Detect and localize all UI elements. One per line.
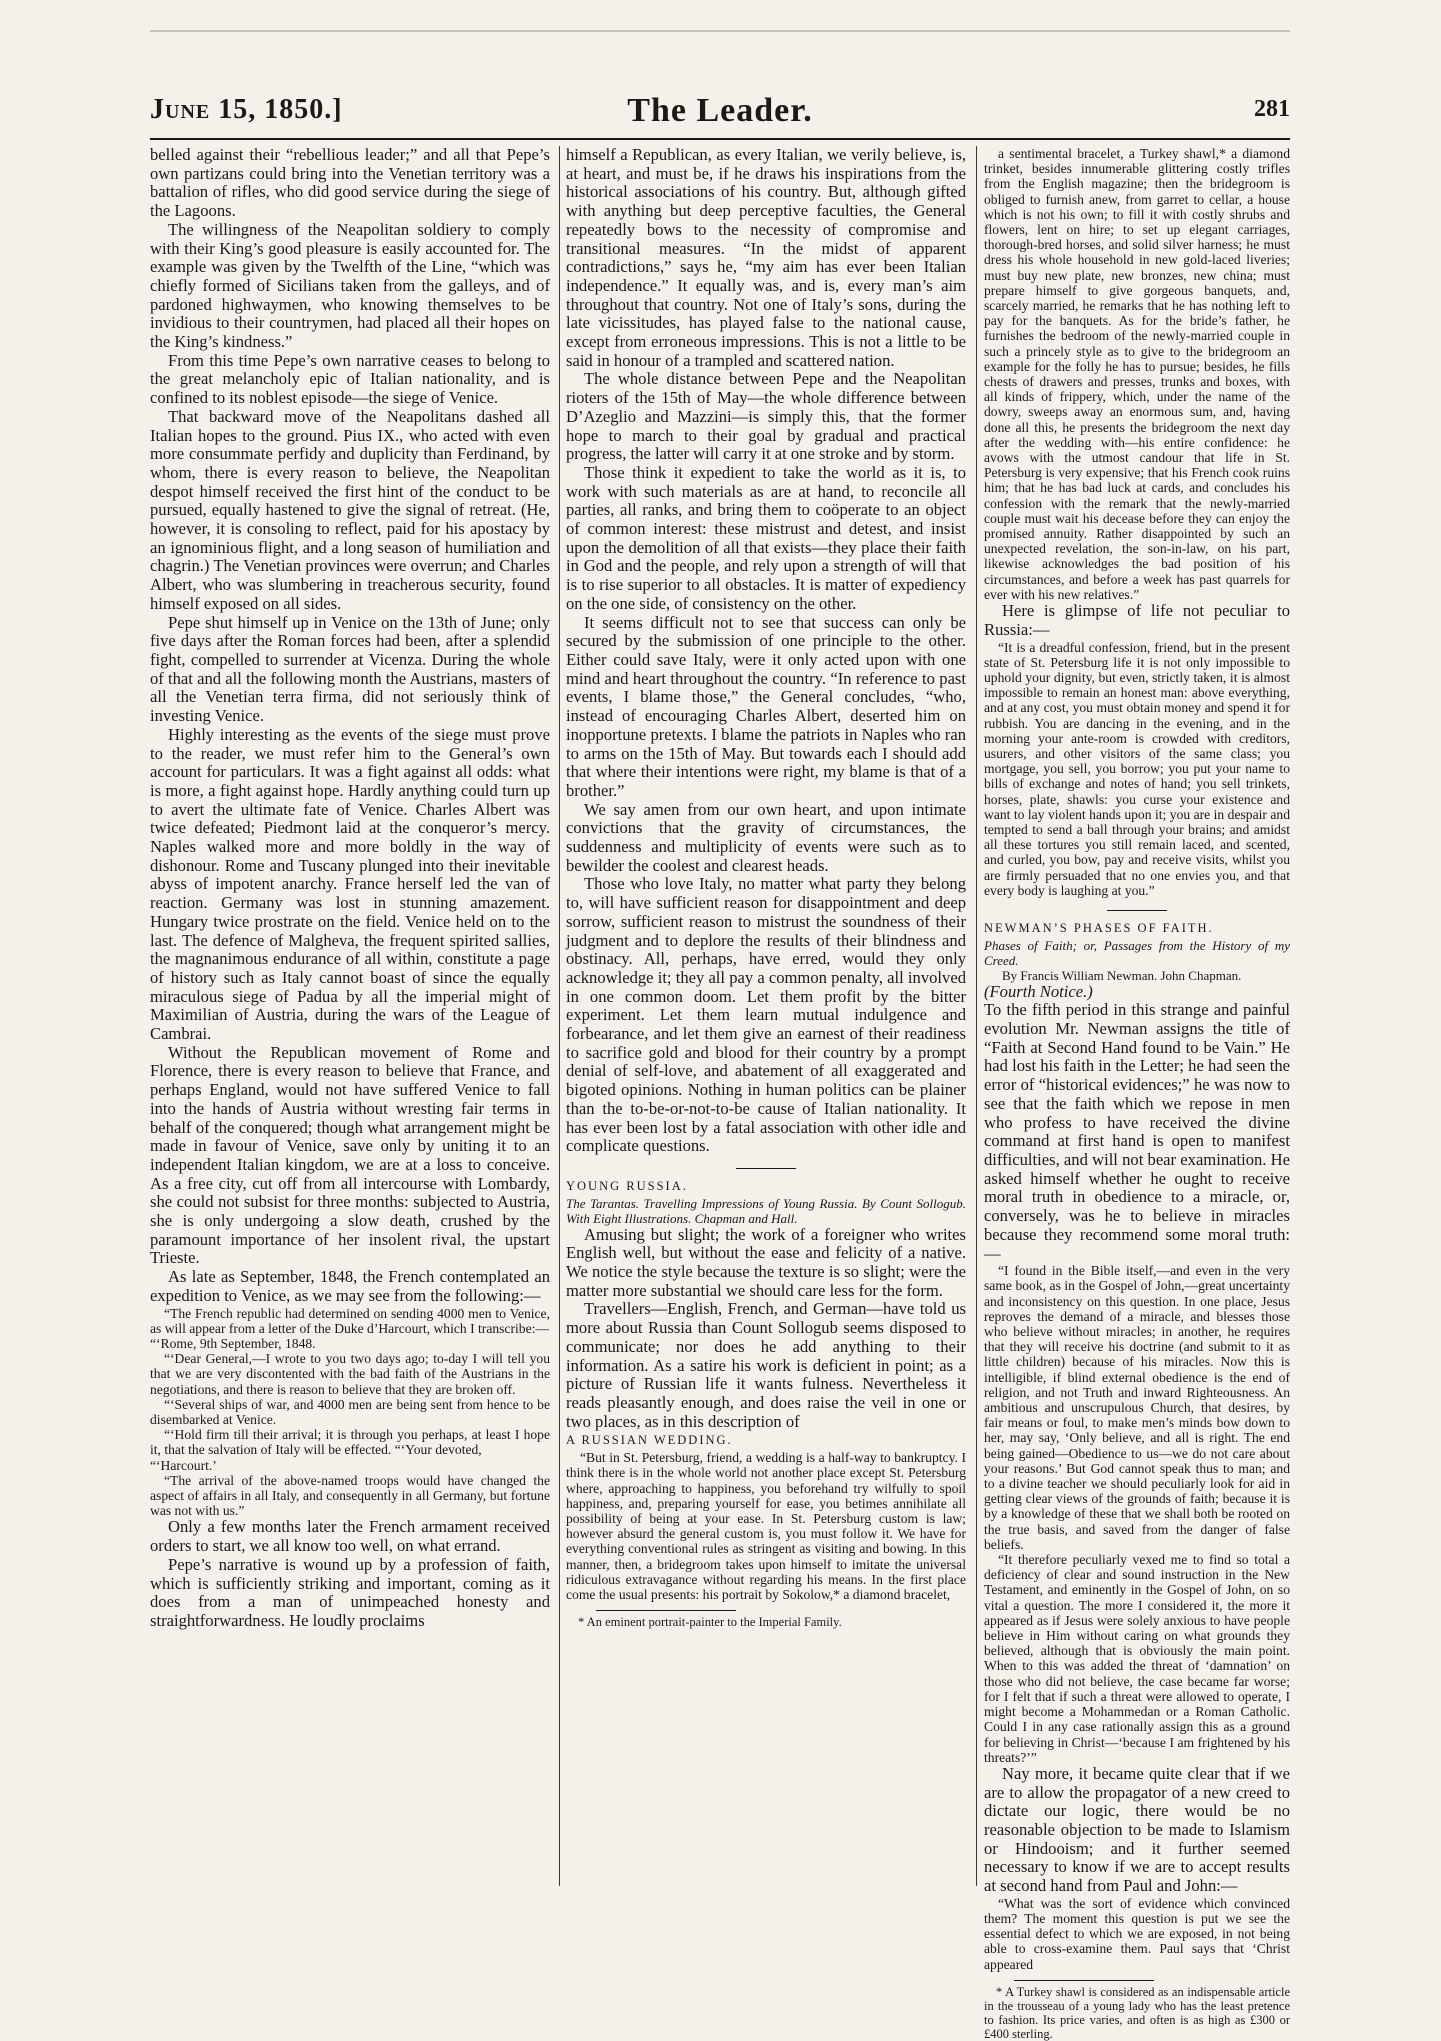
- quote-paragraph: “What was the sort of evidence which convinced them? The moment this question is put we see the essential defect to which we are exposed, in not being able to cross-examine them. Paul says that ‘Christ appeared: [984, 1895, 1290, 1972]
- quote-paragraph: “‘Dear General,—I wrote to you two days ago; to-day I will tell you that we are very discontented with the bad faith of the Austrians in the negotiations, and there is reason to believe that they are broken off.: [150, 1351, 550, 1397]
- paragraph: The willingness of the Neapolitan soldiery to comply with their King’s good pleasure is easily accounted for. The example was given by the Twelfth of the Line, “which was chiefly formed of Sicilians taken from the galleys, and of pardoned highwaymen, who knowing themselves to be invidious to their countrymen, had placed all their hopes on the King’s kindness.”: [150, 219, 550, 352]
- section-rule: [736, 1168, 796, 1169]
- book-citation: Phases of Faith; or, Passages from the History of my Creed.: [984, 937, 1290, 968]
- footnote-rule: [1014, 1980, 1154, 1981]
- column-2: [566, 146, 966, 1896]
- paragraph: It seems difficult not to see that success can only be secured by the submission of one principle to the other. Either could save Italy, were it only acted upon with one mind and heart throughout the country. “In reference to past events, I blame those,” the General concludes, “who, instead of encouraging Charles Albert, deserted him on inopportune pretexts. I blame the patriots in Naples who ran to arms on the 15th of May. But towards each I should add that where their intentions were right, my blame is that of a brother.”: [566, 612, 966, 800]
- paragraph: Those who love Italy, no matter what party they belong to, will have sufficient reason for disappointment and deep sorrow, sufficient reason to mistrust the soundness of their judgment and to deplore the results of their blindness and obstinacy. All, perhaps, have erred, would they only acknowledge it; they all pay a common penalty, all involved in one common doom. Let them profit by the bitter experiment. Let them learn mutual indulgence and forbearance, and let them give an earnest of their readiness to sacrifice gold and blood for their country by a prompt denial of self-love, and abatement of all exaggerated and bigoted opinions. Nothing in human politics can be plainer than the to-be-or-not-to-be cause of Italian nationality. It has ever been lost by a fatal association with other idle and complicate questions.: [566, 874, 966, 1156]
- paragraph: We say amen from our own heart, and upon intimate convictions that the gravity of circumstances, the suddenness and multiplicity of events were such as to bewilder the coolest and clearest heads.: [566, 799, 966, 875]
- column-divider: [559, 146, 560, 1886]
- quote-paragraph: “The arrival of the above-named troops would have changed the aspect of affairs in all Italy, and consequently in all Germany, but fortune was not with us.”: [150, 1472, 550, 1519]
- footnote-rule: [596, 1610, 736, 1611]
- paragraph: Pepe shut himself up in Venice on the 13th of June; only five days after the Roman forces had been, after a splendid fight, compelled to surrender at Vicenza. During the whole of that and all the following month the Austrians, masters of all the Venetian terra firma, did not seriously think of investing Venice.: [150, 612, 550, 726]
- quote-paragraph: “‘Hold firm till their arrival; it is through you perhaps, at least I hope it, that the salvation of Italy will be effected. “‘Your devoted,: [150, 1427, 550, 1458]
- paragraph: As late as September, 1848, the French contemplated an expedition to Venice, as we may see from the following:—: [150, 1267, 550, 1305]
- paragraph: Those think it expedient to take the world as it is, to work with such materials as are at hand, to reconcile all parties, all ranks, and bring them to coöperate to an object of common interest: these mistrust and detest, and insist upon the demolition of all that exists—they place their faith in God and the people, and rely upon a strength of will that is to rise superior to all obstacles. It is matter of expediency on the one side, of consistency on the other.: [566, 462, 966, 613]
- issue-date: June 15, 1850.]: [150, 94, 343, 125]
- quoted-letter: [150, 1306, 550, 1519]
- paragraph: Travellers—English, French, and German—have told us more about Russia than Count Sollogub seems disposed to communicate; nor does he add anything to their information. As a satire his work is deficient in point; as a picture of Russian life it wants fulness. Nevertheless it reads pleasantly enough, and does raise the veil in one or two places, as in this description of: [566, 1299, 966, 1431]
- section-rule: [1107, 910, 1167, 911]
- paragraph: To the fifth period in this strange and painful evolution Mr. Newman assigns the title of “Faith at Second Hand found to be Vain.” He had lost his faith in the Letter; he had seen the error of “historical evidences;” he was now to see that the faith which we repose in men who profess to have received the divine command at first hand is open to manifest difficulties, and will not bear examination. He asked himself whether he ought to receive moral truth in obedience to a miracle, or, conversely, was he to believe in miracles because they recommend some moral truth:—: [984, 1000, 1290, 1263]
- masthead-title: The Leader.: [627, 92, 813, 129]
- book-author-publisher: By Francis William Newman. John Chapman.: [1002, 967, 1242, 983]
- quote-paragraph: a sentimental bracelet, a Turkey shawl,* a diamond trinket, besides innumerable glittering costly trifles from the English magazine; then the bridegroom is obliged to furnish anew, from garret to cellar, a house which is not his own; to fill it with costly shrubs and flowers, lent on hire; to set up elegant carriages, thorough-bred horses, and solid silver harness; he must dress his whole household in new gold-laced liveries; must buy new plate, new bronzes, new china; must prepare himself to give gorgeous banquets, and, scarcely married, he remarks that he has nothing left to pay for the banquets. As for the bride’s father, he furnishes the bedroom of the newly-married couple in such a princely style as to give to the bridegroom an example for the folly he has to pursue; besides, he fills chests of drawers and presses, trunks and boxes, with all kinds of frippery, which, under the name of the dowry, sweeps away an enormous sum, and, having done all this, he presents the bridegroom the next day after the wedding with—his entire confidence: he avows with the utmost candour that life in St. Petersburg is very expensive; that his French cook ruins him; that he has bad luck at cards, and concludes his confession with the remark that the newly-married couple must wait his decease before they can enjoy the promised annuity. Rather disappointed by such an unexpected revelation, the son-in-law, on his part, likewise acknowledges the bad position of his circumstances, and before a week has past quarrels for ever with his new relatives.”: [984, 146, 1290, 602]
- paragraph: Pepe’s narrative is wound up by a profession of faith, which is sufficiently striking and important, coming as it does from a man of unimpeached honesty and straightforwardness. He loudly proclaims: [150, 1554, 550, 1630]
- paragraph: The whole distance between Pepe and the Neapolitan rioters of the 15th of May—the whole difference between D’Azeglio and Mazzini—is simply this, that the former hope to march to their goal by gradual and practical progress, the latter will carry it at one stroke and by storm.: [566, 369, 966, 464]
- paragraph: Highly interesting as the events of the siege must prove to the reader, we must refer him to the General’s own account for particulars. It was a fight against all odds: what is more, a fight against hope. Hardly anything could turn up to avert the ultimate fate of Venice. Charles Albert was twice defeated; Piedmont laid at the conqueror’s mercy. Naples walked more and more boldly in the way of dishonour. Rome and Tuscany plunged into their inevitable abyss of impotent anarchy. France herself led the van of reaction. Germany was lost in stunning amazement. Hungary twice prostrate on the field. Venice held on to the last. The defence of Malgheva, the frequent spirited sallies, the magnanimous endurance of all within, constitute a page of history such as Italy cannot boast of since the equally miraculous siege of Padua by all the imperial might of Maximilian of Austria, during the wars of the League of Cambrai.: [150, 724, 550, 1044]
- paragraph: Here is glimpse of life not peculiar to Russia:—: [984, 601, 1290, 639]
- paragraph: From this time Pepe’s own narrative ceases to belong to the great melancholy epic of Italian nationality, and is confined to its noblest episode—the siege of Venice.: [150, 350, 550, 408]
- section-heading: NEWMAN’S PHASES OF FAITH.: [984, 920, 1214, 935]
- subsection-heading: A RUSSIAN WEDDING.: [566, 1433, 733, 1448]
- book-citation: The Tarantas. Travelling Impressions of Young Russia. By Count Sollogub. With Eight Illustrations. Chapman and Hall.: [566, 1195, 966, 1226]
- paragraph: himself a Republican, as every Italian, we verily believe, is, at heart, and must be, if he draws his inspirations from the historical associations of his country. But, although gifted with anything but deep perceptive faculties, the General repeatedly bows to the necessity of compromise and transitional measures. “In the midst of apparent contradictions,” says he, “my aim has ever been Italian independence.” It equally was, and is, every man’s aim throughout that country. Not one of Italy’s sons, during the late vicissitudes, has played false to the national cause, except from erroneous impressions. This is not a little to be said in honour of a trampled and scattered nation.: [566, 145, 966, 370]
- quote-paragraph: “But in St. Petersburg, friend, a wedding is a half-way to bankruptcy. I think there is in the whole world not another place except St. Petersburg where, approaching to happiness, you beforehand try wilfully to spoil happiness, and, preparing yourself for ease, you betimes annihilate all possibility of being at your ease. In St. Petersburg custom is law; however absurd the general custom is, you must follow it. We have for everything conventional rules as stringent as visiting and bowing. In this manner, then, a bridegroom takes upon himself to imitate the universal ridiculous extravagance without regarding his means. In the first place come the usual presents: his portrait by Sokolow,* a diamond bracelet,: [566, 1450, 966, 1602]
- column-1: [150, 146, 550, 1896]
- header-rule: [150, 138, 1290, 140]
- quote-paragraph: “It is a dreadful confession, friend, but in the present state of St. Petersburg life it is not only impossible to uphold your dignity, but even, strictly taken, it is almost impossible to remain an honest man: above everything, and at any cost, you must obtain money and spend it for rubbish. You are dancing in the evening, and in the morning your ante-room is crowded with creditors, usurers, and other visitors of the same class; you mortgage, you sell, you borrow; you put your name to bills of exchange and notes of hand; you sell trinkets, horses, plate, shawls: you curse your existence and want to lay violent hands upon it; you are in despair and tempted to send a ball through your brains; and amidst all these tortures you still remain laced, and scented, and curled, you bow, pay and receive visits, whilst you are firmly persuaded that no one envies you, and that every body is laughing at you.”: [984, 639, 1290, 898]
- paragraph: Nay more, it became quite clear that if we are to allow the propagator of a new creed to dictate our logic, there would be no reasonable objection to be made to Islamism or Hindooism; and it further seemed necessary to know if we are to accept results at second hand from Paul and John:—: [984, 1763, 1290, 1896]
- quoted-extract: [984, 146, 1290, 602]
- footnote: * A Turkey shawl is considered as an indispensable article in the trousseau of a young lady who has the least pretence to fashion. Its price varies, and often is as high as £300 or £400 sterling.: [984, 1984, 1290, 2041]
- quote-signature: “‘Harcourt.’: [150, 1457, 217, 1473]
- quoted-extract: [984, 1896, 1290, 1972]
- column-divider: [976, 146, 977, 1886]
- paragraph: Without the Republican movement of Rome and Florence, there is every reason to believe that France, and perhaps England, would not have suffered Venice to fall into the hands of Austria without wresting fair terms in behalf of the conquered; though what arrangement might be made in favour of Venice, save only by uniting it to an independent Italian kingdom, we are at a loss to conceive. As a free city, cut off from all intercourse with Lombardy, she could not subsist for three months: subjected to Austria, she is only undergoing a slow death, crushed by the paramount importance of her insolent rival, the upstart Trieste.: [150, 1042, 550, 1268]
- top-edge-rule: [150, 30, 1290, 32]
- quote-paragraph: “The French republic had determined on sending 4000 men to Venice, as will appear from a letter of the Duke d’Harcourt, which I transcribe:—: [150, 1305, 550, 1336]
- quote-dateline: “‘Rome, 9th September, 1848.: [150, 1336, 316, 1351]
- quoted-extract: [984, 1263, 1290, 1765]
- quoted-extract: [566, 1450, 966, 1602]
- column-3: [984, 146, 1290, 2041]
- quoted-extract: [984, 640, 1290, 898]
- footnote: * An eminent portrait-painter to the Imperial Family.: [578, 1615, 842, 1630]
- paragraph: That backward move of the Neapolitans dashed all Italian hopes to the ground. Pius IX., who acted with even more consummate perfidy and duplicity than Ferdinand, by whom, there is every reason to believe, the Neapolitan despot himself received the first hint of the conduct to be pursued, equally hastened to give the signal of retreat. (He, however, it is consoling to reflect, paid for his apostacy by an ignominious flight, and a long season of humiliation and chagrin.) The Venetian provinces were overrun; and Charles Albert, who was slumbering in treacherous security, found himself exposed on all sides.: [150, 406, 550, 613]
- quote-paragraph: “I found in the Bible itself,—and even in the very same book, as in the Gospel of John,—great uncertainty and inconsistency on this question. In one place, Jesus reproves the demand of a miracle, and blesses those who believe without miracles; in another, he requires that they will receive his doctrine (and submit to it as little children) because of his miracles. Now this is intelligible, if blind external obedience is the end of religion, and not Truth and inward Righteousness. An ambitious and unscrupulous Church, that desires, by fair means or foul, to make men’s minds bow down to her, may say, ‘Only believe, and all is right. The end being gained—Obedience to us—we do not care about your reasons.’ But God cannot speak thus to man; and to a divine teacher we should peculiarly look for aid in getting clear views of the grounds of faith; because it is by a knowledge of these that we shall both be rooted on the true basis, and saved from the danger of false beliefs.: [984, 1263, 1290, 1552]
- notice-label: (Fourth Notice.): [984, 981, 1093, 1001]
- section-heading: YOUNG RUSSIA.: [566, 1178, 688, 1193]
- paragraph: belled against their “rebellious leader;” and all that Pepe’s own partizans could bring into the Venetian territory was a battalion of rifles, who did good service during the siege of the Lagoons.: [150, 145, 550, 221]
- page-number: 281: [1254, 96, 1290, 122]
- page-header: [150, 92, 1290, 138]
- paragraph: Only a few months later the French armament received orders to start, we all know too well, on what errand.: [150, 1517, 550, 1556]
- quote-paragraph: “It therefore peculiarly vexed me to find so total a deficiency of clear and sound instruction in the New Testament, and eminently in the Gospel of John, on so vital a question. The more I considered it, the more it appeared as if Jesus were solely anxious to have people believe in Him without caring on what grounds they believed, although that is obviously the main point. When to this was added the threat of ‘damnation’ on those who did not believe, the case became far worse; for I felt that if such a threat were allowed to operate, I might become a Mohammedan or a Roman Catholic. Could I in any case rationally assign this as a ground for believing in Christ—‘because I am frightened by his threats?’”: [984, 1552, 1290, 1765]
- quote-paragraph: “‘Several ships of war, and 4000 men are being sent from hence to be disembarked at Venice.: [150, 1396, 550, 1428]
- paragraph: Amusing but slight; the work of a foreigner who writes English well, but without the ease and felicity of a native. We notice the style because the texture is so slight; were the matter more substantial we should care less for the form.: [566, 1224, 966, 1300]
